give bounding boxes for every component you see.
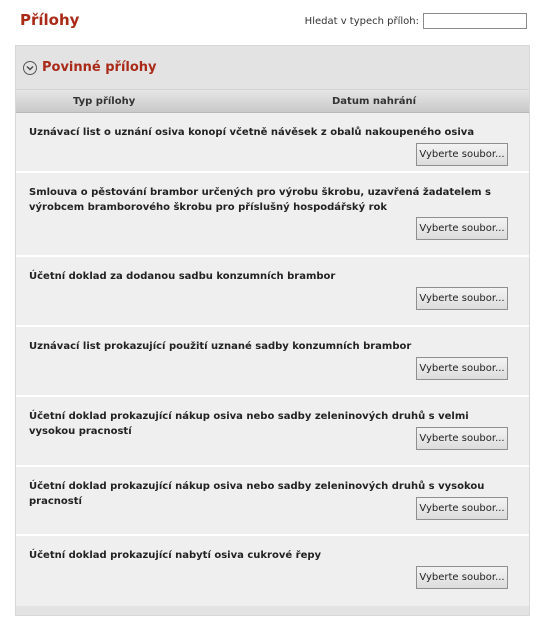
attachment-row (16, 113, 529, 173)
attachment-row (16, 257, 529, 327)
attachment-type-label: Smlouva o pěstování brambor určených pro výrobu škrobu, uzavřená žadatelem s výrobcem bramborového škrobu pro příslušný hospodářský rok (29, 187, 491, 213)
attachments-panel (15, 45, 530, 616)
column-date[interactable]: Datum nahrání (332, 95, 417, 107)
column-type[interactable]: Typ přílohy (73, 95, 136, 107)
attachment-list (16, 113, 529, 606)
search-label: Hledat v typech příloh: (304, 15, 419, 27)
select-file-button[interactable]: Vyberte soubor... (416, 217, 508, 240)
column-header (16, 89, 529, 113)
attachment-type-label: Účetní doklad za dodanou sadbu konzumních brambor (29, 271, 336, 282)
select-file-button[interactable]: Vyberte soubor... (416, 497, 508, 520)
section-title: Povinné přílohy (42, 60, 157, 75)
attachment-row (16, 397, 529, 467)
attachment-row (16, 327, 529, 397)
attachment-row (16, 173, 529, 257)
page-title: Přílohy (20, 11, 80, 29)
attachment-row (16, 536, 529, 606)
attachment-row (16, 467, 529, 536)
attachment-type-label: Uznávací list prokazující použití uznané sadby konzumních brambor (29, 341, 412, 352)
attachment-type-label: Účetní doklad prokazující nákup osiva nebo sadby zeleninových druhů s velmi vysokou pracností (29, 411, 469, 437)
select-file-button[interactable]: Vyberte soubor... (416, 143, 508, 166)
select-file-button[interactable]: Vyberte soubor... (416, 566, 508, 589)
attachment-type-label: Účetní doklad prokazující nákup osiva nebo sadby zeleninových druhů s vysokou pracností (29, 481, 485, 507)
chevron-down-circle-icon[interactable] (23, 61, 37, 75)
select-file-button[interactable]: Vyberte soubor... (416, 287, 508, 310)
attachment-type-label: Účetní doklad prokazující nabytí osiva cukrové řepy (29, 550, 322, 561)
section-header[interactable] (16, 46, 529, 89)
select-file-button[interactable]: Vyberte soubor... (416, 427, 508, 450)
search-input[interactable] (423, 13, 527, 29)
select-file-button[interactable]: Vyberte soubor... (416, 357, 508, 380)
attachment-type-label: Uznávací list o uznání osiva konopí včetně návěsek z obalů nakoupeného osiva (29, 127, 475, 138)
search-area (305, 13, 527, 29)
